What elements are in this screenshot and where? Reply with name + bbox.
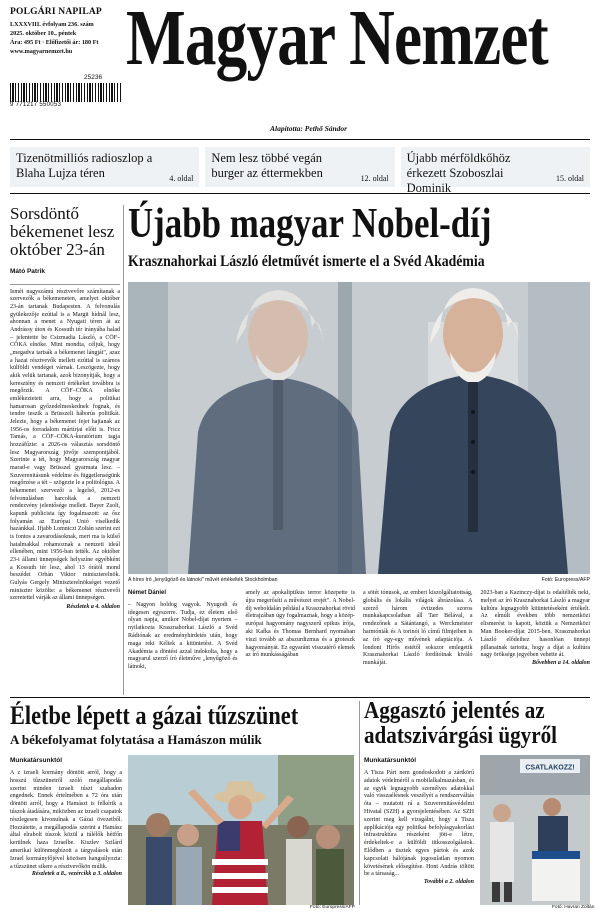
masthead-rule <box>10 139 590 140</box>
data-leak-headline[interactable]: Aggasztó jelentés az adatszivárgási ügyről <box>364 698 558 750</box>
lead-body-text: – Nagyon boldog vagyok. Nyugodt és idegesen egyszerre. Tudja, ez életem első olyan napja, amikor Nobel-díjat nyertem – nyilatkozta Krasznahorkai László a Svéd Rádiónak az eredményhirdetés után, hogy maga reki Kéltek a kitüntetést. A Svéd Akadémia a döntést azzal indokolta, hogy a magyarul szerző író életműve „lenyűgöző és látnoki, <box>128 601 238 671</box>
lead-subtitle: Krasznahorkai László életművét ismerte el a Svéd Akadémia <box>128 253 485 270</box>
newspaper-logo[interactable]: Magyar Nemzet <box>126 0 548 82</box>
left-story-continued[interactable]: Részletek a 4. oldalon <box>66 604 120 611</box>
data-leak-body-text: A Tisza Párt nem gondoskodott a zártkörű adatok védelméről a mobilalkalmazásban, és az egyik legnagyobb személyes adatokkal való visszaélésnek veszélyét a rendszerváltás óta – mutatott rá a Szuverenitásvédelmi Hivatal (SZH) a gyorsjelentésében. Az SZH szerint meg kell vizsgálni, hogy a Tisza applikációja egy politikai befolyásgyakorlási infrastruktúra részeként jött-e létre, érdekeltek-e a külföldi titkosszolgálatok. Elődben a tisztek egyes pártok és azok kapcsolati hálójának jogosulatlan nyomon követésének elősegítése. Hont András töltött be a társaság... <box>364 770 474 878</box>
column-separator <box>123 205 124 695</box>
lead-body-column: a sötét tónusok, az emberi kiszolgáltatottság, globális és lokális világok ábrázolása. A szerző három évtizedes szoros munkakapcsolatban áll Tarr Bélával, a rendezőnek a Sátántangó, a Werckmeister harmóniák és A torinói ló című filmjeiben is az író egy-egy művének adaptációja. A londoni Hírős estétől sokszor emlegetik Krasznahorkai László fordítóinak kiváló munkáját. <box>363 590 473 667</box>
lead-body-column <box>128 590 238 693</box>
lead-body-column <box>481 590 591 693</box>
barcode <box>10 74 122 110</box>
teaser-bar <box>10 147 590 195</box>
data-leak-continued[interactable]: További a 2. oldalon <box>423 879 474 886</box>
lead-continued[interactable]: Bővebben a 14. oldalon <box>532 660 590 667</box>
teaser-page: 12. oldal <box>360 174 389 183</box>
left-story-author: Mátó Patrik <box>10 267 46 275</box>
left-story-body: Ismét nagyszámú résztvevőre számítanak a szervezők a békemeneten, amelyet október 23-án tartanak Budapesten. A felvonulás gyülekezője ezúttal is a Margit hídnál lesz, ahonnan a menet a Nyugati téren át az Andrássy úton és Kossuth tér irányába halad – jelentette be Csizmadia László, a CÖF–CÖKA elnöke. Mint mondta, céljuk, hogy „megadva tartsák a békemenet lángját", azaz a hazai résztvevők mellett ezúttal is számos külföldi vendéget várnak. Leszögezte, hogy akik velük tartanak, azok bizonyítják, hogy a keresztény és nemzeti értékeket továbbra is megőrzik. A CÖF–CÖKA elnöke emlékeztetett arra, hogy a politikai hamarosan győzedelmeskednek fognak, és tendre teszik a Brüsszeli háborús politikát. Jelezte, hogy a békemenet fejet hajtanak az 1956-os forradalom mártírjai előtt is. Fricz Tamás, a CÖF–CÖKA-kuratórium tagja hozzáfűzte: a 2026-os választás sorsdöntő lesz Magyarország jövője szempontjából. Szerinte a tét, hogy Magyarország magyar marad-e vagy Brüsszel gyarmata lesz. – Szuverenitásunk védelme és függetlenségünk megőrzése a tét – szögezte le a politológus. A békemenet szervezői a legelső, 2012-es felvonulásban harcoltak a nemzeti rendezvény jelentősége mellett. Bayer Zsolt, kapunk publicista így fogalmazott: az ősz folyamán az Európai Unió viselkedik hazánkkal. Ifjabb Lomniczi Zoltán szerint ezt is fontos a zavarodásoknak, mert ma is külső hatalmakkal rohamoznak a nemzeti ideál ellenében, mint 1956-ban tették. Az október 23-i állami ünnepségek helyszíne egyébként a Kossuth tér lesz, ahol 13 órától mond beszédet Orbán Viktor miniszterelnök. Gulyás Gergely Miniszterelnökséget vezető miniszter közölte: a békemenet résztvevői szeretettel várják az állami ünnepségen. <box>10 288 120 602</box>
gaza-subtitle: A békefolyamat folytatása a Hamászon múlik <box>10 732 262 747</box>
left-story <box>10 205 120 698</box>
website-line[interactable]: www.magyarnemzet.hu <box>10 47 73 55</box>
teaser-vegan-burger[interactable] <box>205 147 394 187</box>
data-leak-photo-credit: Fotó: Havran Zoltán <box>552 905 595 910</box>
gaza-photo <box>128 755 354 905</box>
gaza-continued[interactable]: Részletek a 8., vezércikk a 3. oldalon <box>31 871 122 878</box>
issue-code: 25236 <box>84 74 103 81</box>
masthead-info <box>10 6 128 57</box>
lead-body <box>128 590 590 693</box>
volume-line: LXXXVIII. évfolyam 236. szám <box>10 20 94 28</box>
teaser-szoboszlai[interactable] <box>401 147 590 195</box>
stand-sign-text: CSATLAKOZZ! <box>525 764 575 772</box>
lead-photo-credit: Fotó: Europress/AFP <box>541 577 590 583</box>
barcode-number: 9 771217 550053 <box>10 102 62 108</box>
gaza-body <box>10 770 122 879</box>
data-leak-body <box>364 770 474 887</box>
teaser-page: 4. oldal <box>169 174 194 183</box>
lead-photo <box>128 282 590 574</box>
left-story-title[interactable]: Sorsdöntő békemenet lesz október 23-án <box>10 204 115 260</box>
barcode-bars <box>10 83 122 102</box>
gaza-body-text: A z izraeli kormány döntött arról, hogy a hosszú tűzszünetről szóló megállapodás szerint minden izraeli túszt szabadon engednek. Ennek értelmében a 72 óra után döntött arról, hogy a Hamászt is felkérik a túszok átadására, miközben az izraeli csapatok részlegesen kivonulnak a Gázai övezetből. Hozzátette, a megállapodás szerint a Hamász által elrabolt túszok közül a túlélők hétfőn kerülnek haza Izraelbe. Kiszlev Szilárd amerikai különmegbízott a tárgyalások után Izrael kormányfőjével közösen hangsúlyozta: a tűzszünet sikere a résztvevőkön múlik. <box>10 770 122 870</box>
lead-caption-text: A híres író „lenyűgöző és látnoki" művét értékelték Stockholmban <box>128 577 278 583</box>
teaser-title: Nem lesz többé vegán burger az éttermekben <box>211 151 323 180</box>
lead-caption <box>128 577 590 583</box>
data-leak-author: Munkatársunktól <box>364 757 417 764</box>
lead-body-column: amely az apokaliptikus terror közepette is újra megerősíti a művészet erejét". A Nobel-díj weboldalán például a Krasznahorkai rövid életrajzában úgy fogalmaznak, hogy a közép-európai hagyomány nagyszerű epikus írója, aki Kafka és Thomas Bernhard nyomában viszi tovább az abszurdizmus és a groteszk hagyományát. Ez egyaránt visszatérő elemek az író munkásságában <box>245 590 355 659</box>
gaza-author: Munkatársunktól <box>10 757 63 764</box>
lead-headline[interactable]: Újabb magyar Nobel-díj <box>128 201 492 247</box>
teaser-title: Tizenötmilliós radioszlop a Blaha Lujza téren <box>16 151 153 180</box>
tagline: POLGÁRI NAPILAP <box>10 7 102 17</box>
column-separator <box>359 701 360 905</box>
price-line: Ára: 495 Ft · Előfizetői ár: 180 Ft <box>10 38 99 46</box>
teaser-rule <box>10 193 590 194</box>
teaser-page: 15. oldal <box>555 174 584 183</box>
lead-author: Német Dániel <box>128 590 167 596</box>
teaser-radio-tower[interactable] <box>10 147 199 187</box>
teaser-title: Újabb mérföldkőhöz érkezett Szoboszlai Dominik <box>406 151 511 195</box>
lead-body-text: 2023-ban a Kazinczy-díjat is odaítélték neki, melyet az író Krasznahorkai László a magyar kultúra legnagyobb kitüntetéseként értékelt. Az elmúlt években több nemzetközi elismerést is kapott, köztük a Nemzetközi Man Booker-díjat 2015-ben. Krasznahorkai László elődeihez hasonlóan ünnepi pillanatnak tartotta, hogy a díjat a kultúra nagy öröksége jegyében vehette át. <box>480 590 590 659</box>
date-line: 2025. október 10., péntek <box>10 29 77 37</box>
gaza-photo-credit: Fotó: Europress/AFP <box>310 905 355 910</box>
founder-line: Alapította: Pethő Sándor <box>270 124 348 133</box>
campaign-stand-illustration <box>480 755 590 905</box>
gaza-headline[interactable]: Életbe lépett a gázai tűzszünet <box>10 701 299 730</box>
data-leak-photo <box>480 755 590 905</box>
portrait-illustration <box>128 282 590 574</box>
crowd-illustration <box>128 755 354 905</box>
masthead <box>0 0 600 143</box>
left-story-rule <box>10 284 120 285</box>
